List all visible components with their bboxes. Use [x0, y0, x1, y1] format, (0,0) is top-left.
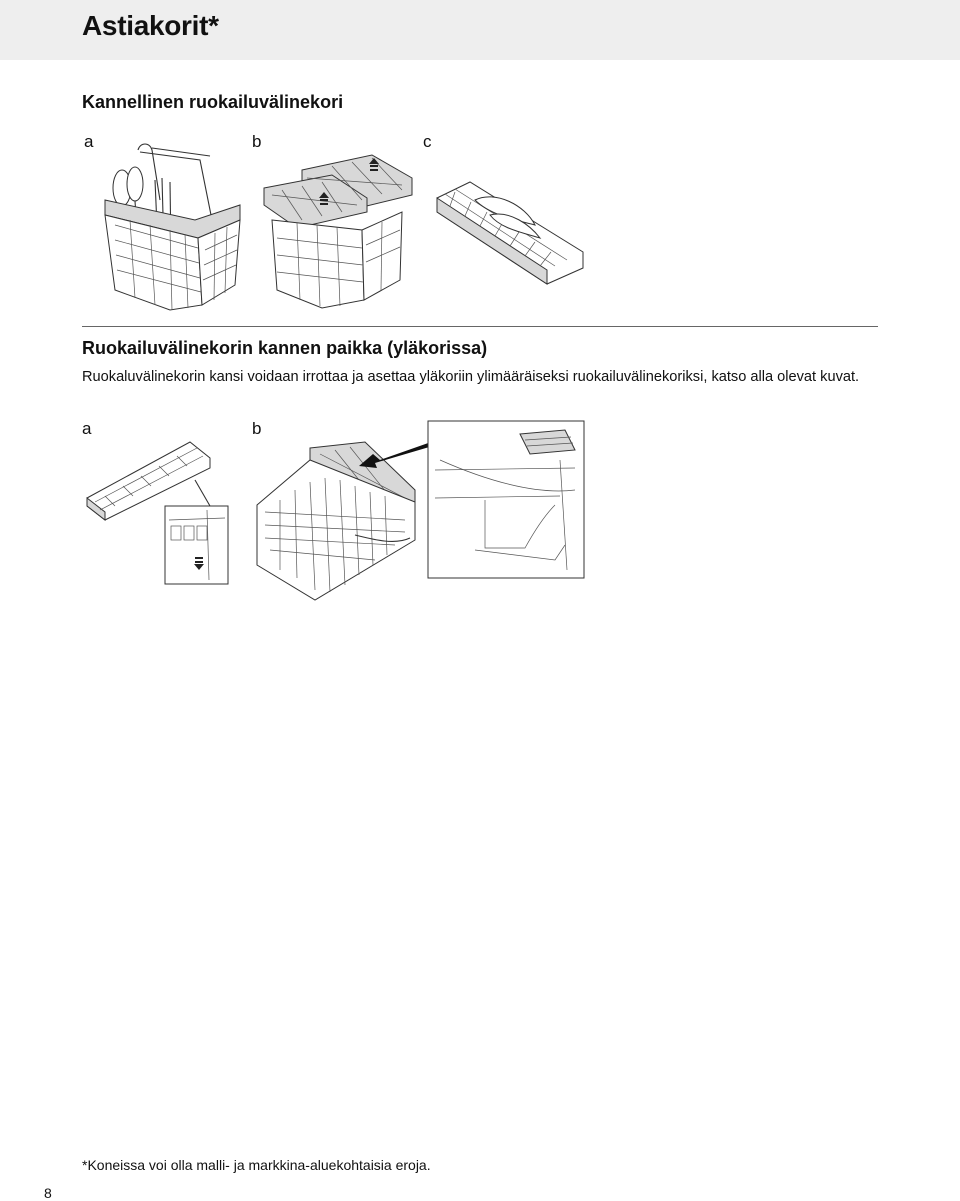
figure-label-c: c	[423, 132, 432, 151]
upper-rack-with-lid-illustration	[255, 420, 590, 605]
figure-label-a: a	[84, 132, 94, 151]
lid-position-description: Ruokaluvälinekorin kansi voidaan irrottaa ja asettaa yläkoriin ylimääräiseksi ruokailuvälinekoriksi, katso alla olevat kuvat.	[82, 369, 860, 385]
lid-removal-illustration	[85, 440, 235, 590]
section-divider	[82, 326, 878, 327]
page-number: 8	[44, 1185, 52, 1201]
cutlery-basket-with-lid-illustration	[262, 150, 420, 310]
cutlery-basket-with-handle-illustration	[100, 140, 250, 315]
section-heading-lid-position: Ruokailuvälinekorin kannen paikka (yläkorissa)	[82, 338, 488, 358]
footnote: *Koneissa voi olla malli- ja markkina-aluekohtaisia eroja.	[82, 1157, 431, 1173]
figure-label-a: a	[82, 419, 92, 438]
page-title: Astiakorit*	[82, 10, 219, 41]
figure-label-b: b	[252, 419, 262, 438]
figure-label-b: b	[252, 132, 262, 151]
section-heading-cutlery-basket: Kannellinen ruokailuvälinekori	[82, 92, 344, 112]
lid-as-tray-illustration	[435, 180, 585, 285]
